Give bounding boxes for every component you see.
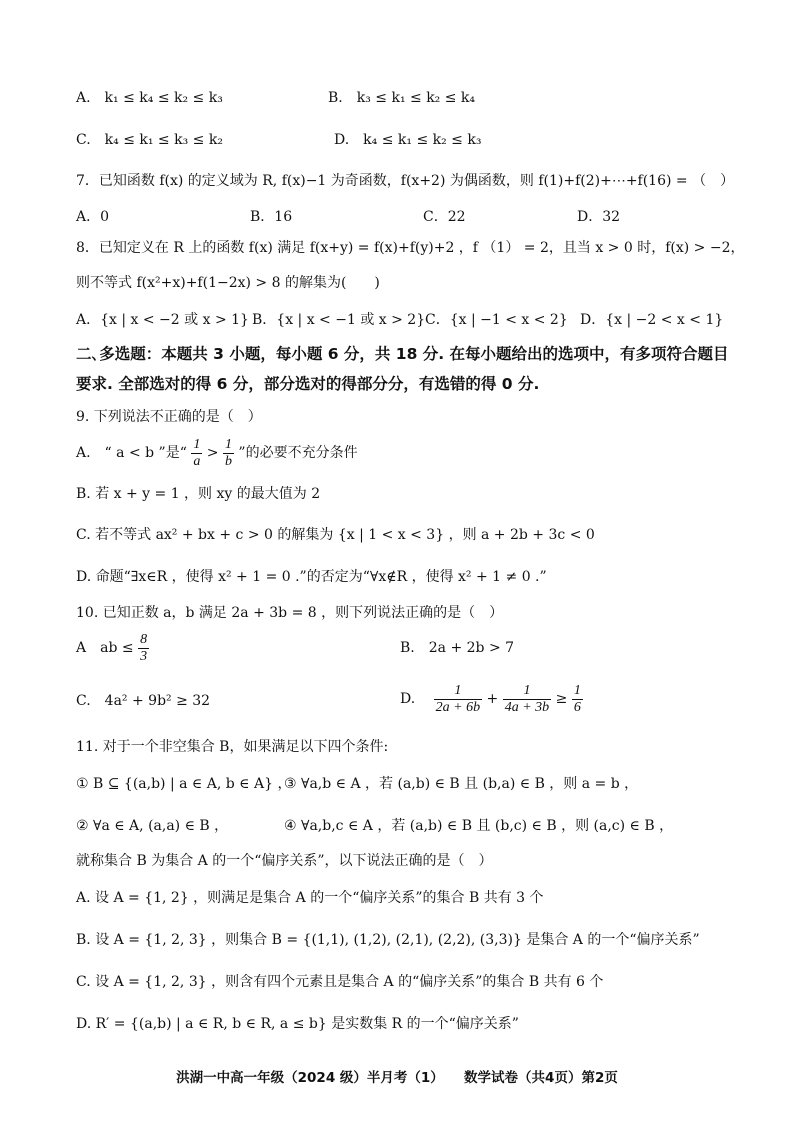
q10-fraction-a-den: 3 bbox=[140, 648, 148, 664]
q9-fraction-2-num: 1 bbox=[224, 436, 232, 452]
q10-option-a bbox=[76, 629, 149, 667]
q10-fraction-d1 bbox=[434, 683, 482, 716]
q7-stem: 7．已知函数 f(x) 的定义域为 R, f(x)−1 为奇函数，f(x+2) 为偶函数，则 f(1)+f(2)+⋯+f(16) = （ ） bbox=[76, 173, 735, 189]
q10-stem: 10. 已知正数 a，b 满足 2a + 3b = 8 ，则下列说法正确的是（ ） bbox=[76, 605, 504, 621]
q8-option-b: B．{x | x < −1 或 x > 2} bbox=[252, 312, 426, 328]
q7-option-d: D．32 bbox=[577, 209, 621, 225]
q10-fraction-d3-den: 6 bbox=[573, 699, 581, 715]
q9-option-a-pre: A. “ a < b ”是“ bbox=[76, 445, 187, 461]
q7-option-c: C．22 bbox=[423, 209, 466, 225]
q9-stem: 9. 下列说法不正确的是（ ） bbox=[76, 409, 262, 425]
q9-fraction-2 bbox=[223, 437, 234, 470]
q11-condition-2: ② ∀a ∈ A, (a,a) ∈ B ， bbox=[76, 818, 229, 834]
q11-option-b: B. 设 A = {1, 2, 3} ，则集合 B = {(1,1), (1,2), (2,1), (2,2), (3,3)} 是集合 A 的一个“偏序关系” bbox=[76, 932, 700, 948]
q10-option-d bbox=[400, 680, 583, 718]
q10-fraction-a-num: 8 bbox=[140, 631, 148, 647]
q11-condition-3: ③ ∀a,b ∈ A ，若 (a,b) ∈ B 且 (b,a) ∈ B ，则 a = b ， bbox=[284, 776, 639, 792]
q10-option-a-pre: A ab ≤ bbox=[76, 640, 139, 656]
q10-option-d-ge: ≥ bbox=[555, 691, 572, 707]
q10-option-b: B. 2a + 2b > 7 bbox=[400, 640, 515, 656]
q8-stem-2: 则不等式 f(x²+x)+f(1−2x) > 8 的解集为( ) bbox=[76, 275, 380, 291]
q10-fraction-d1-num: 1 bbox=[434, 683, 482, 700]
q11-option-d: D. R′ = {(a,b) | a ∈ R, b ∈ R, a ≤ b} 是实数集 R 的一个“偏序关系” bbox=[76, 1016, 519, 1032]
q10-option-d-pre: D. bbox=[400, 691, 430, 707]
q9-fraction-1-den: a bbox=[193, 453, 201, 469]
q10-fraction-d1-den: 2a + 6b bbox=[435, 699, 481, 715]
q9-fraction-2-den: b bbox=[224, 453, 232, 469]
q8-option-a: A．{x | x < −2 或 x > 1} bbox=[76, 312, 249, 328]
q8-option-d: D．{x | −2 < x < 1} bbox=[580, 312, 724, 328]
q11-tail: 就称集合 B 为集合 A 的一个“偏序关系”，以下说法正确的是（ ） bbox=[76, 853, 493, 869]
q9-option-d: D. 命题“∃x∈R ，使得 x² + 1 = 0 .”的否定为“∀x∉R ，使得 x² + 1 ≠ 0 .” bbox=[76, 569, 547, 585]
q10-fraction-a bbox=[138, 632, 149, 665]
q8-stem: 8．已知定义在 R 上的函数 f(x) 满足 f(x+y) = f(x)+f(y)+2 ，f （1） = 2，且当 x > 0 时，f(x) > −2， bbox=[76, 240, 745, 256]
q10-fraction-d2-num: 1 bbox=[503, 683, 551, 700]
q11-condition-1: ① B ⊆ {(a,b) | a ∈ A, b ∈ A} ， bbox=[76, 776, 292, 792]
q9-fraction-1-num: 1 bbox=[193, 436, 201, 452]
q8-option-c: C．{x | −1 < x < 2} bbox=[425, 312, 568, 328]
q11-stem: 11. 对于一个非空集合 B，如果满足以下四个条件: bbox=[76, 739, 389, 755]
page-footer: 洪湖一中高一年级（2024 级）半月考（1） 数学试卷（共4页）第2页 bbox=[176, 1070, 618, 1086]
q6-option-a: A. k₁ ≤ k₄ ≤ k₂ ≤ k₃ bbox=[76, 90, 223, 106]
q6-option-c: C. k₄ ≤ k₁ ≤ k₃ ≤ k₂ bbox=[76, 132, 223, 148]
q11-option-c: C. 设 A = {1, 2, 3} ，则含有四个元素且是集合 A 的“偏序关系”的集合 B 共有 6 个 bbox=[76, 974, 604, 990]
q9-option-a-gt: > bbox=[206, 445, 223, 461]
q11-condition-4: ④ ∀a,b,c ∈ A ，若 (a,b) ∈ B 且 (b,c) ∈ B ，则 (a,c) ∈ B ， bbox=[284, 818, 674, 834]
q9-option-c: C. 若不等式 ax² + bx + c > 0 的解集为 {x | 1 < x < 3} ，则 a + 2b + 3c < 0 bbox=[76, 527, 595, 543]
q6-option-d: D. k₄ ≤ k₁ ≤ k₂ ≤ k₃ bbox=[334, 132, 482, 148]
q10-fraction-d2-den: 4a + 3b bbox=[504, 699, 550, 715]
q9-option-a-post: ”的必要不充分条件 bbox=[238, 445, 358, 461]
q10-fraction-d2 bbox=[503, 683, 551, 716]
q10-option-d-plus: + bbox=[486, 691, 503, 707]
q7-option-a: A．0 bbox=[76, 209, 110, 225]
section-2-heading: 二､多选题：本题共 3 小题，每小题 6 分，共 18 分. 在每小题给出的选项中，有多项符合题目 bbox=[76, 345, 729, 363]
q10-fraction-d3 bbox=[572, 683, 583, 716]
q11-option-a: A. 设 A = {1, 2} ，则满足是集合 A 的一个“偏序关系”的集合 B 共有 3 个 bbox=[76, 890, 544, 906]
q10-option-c: C. 4a² + 9b² ≥ 32 bbox=[76, 693, 211, 709]
section-2-heading-2: 要求. 全部选对的得 6 分，部分选对的得部分分，有选错的得 0 分. bbox=[76, 375, 540, 393]
q10-fraction-d3-num: 1 bbox=[573, 682, 581, 698]
q7-option-b: B．16 bbox=[250, 209, 293, 225]
q9-fraction-1 bbox=[191, 437, 202, 470]
q9-option-b: B. 若 x + y = 1 ，则 xy 的最大值为 2 bbox=[76, 486, 321, 502]
q6-option-b: B. k₃ ≤ k₁ ≤ k₂ ≤ k₄ bbox=[328, 90, 476, 106]
q9-option-a bbox=[76, 434, 358, 472]
